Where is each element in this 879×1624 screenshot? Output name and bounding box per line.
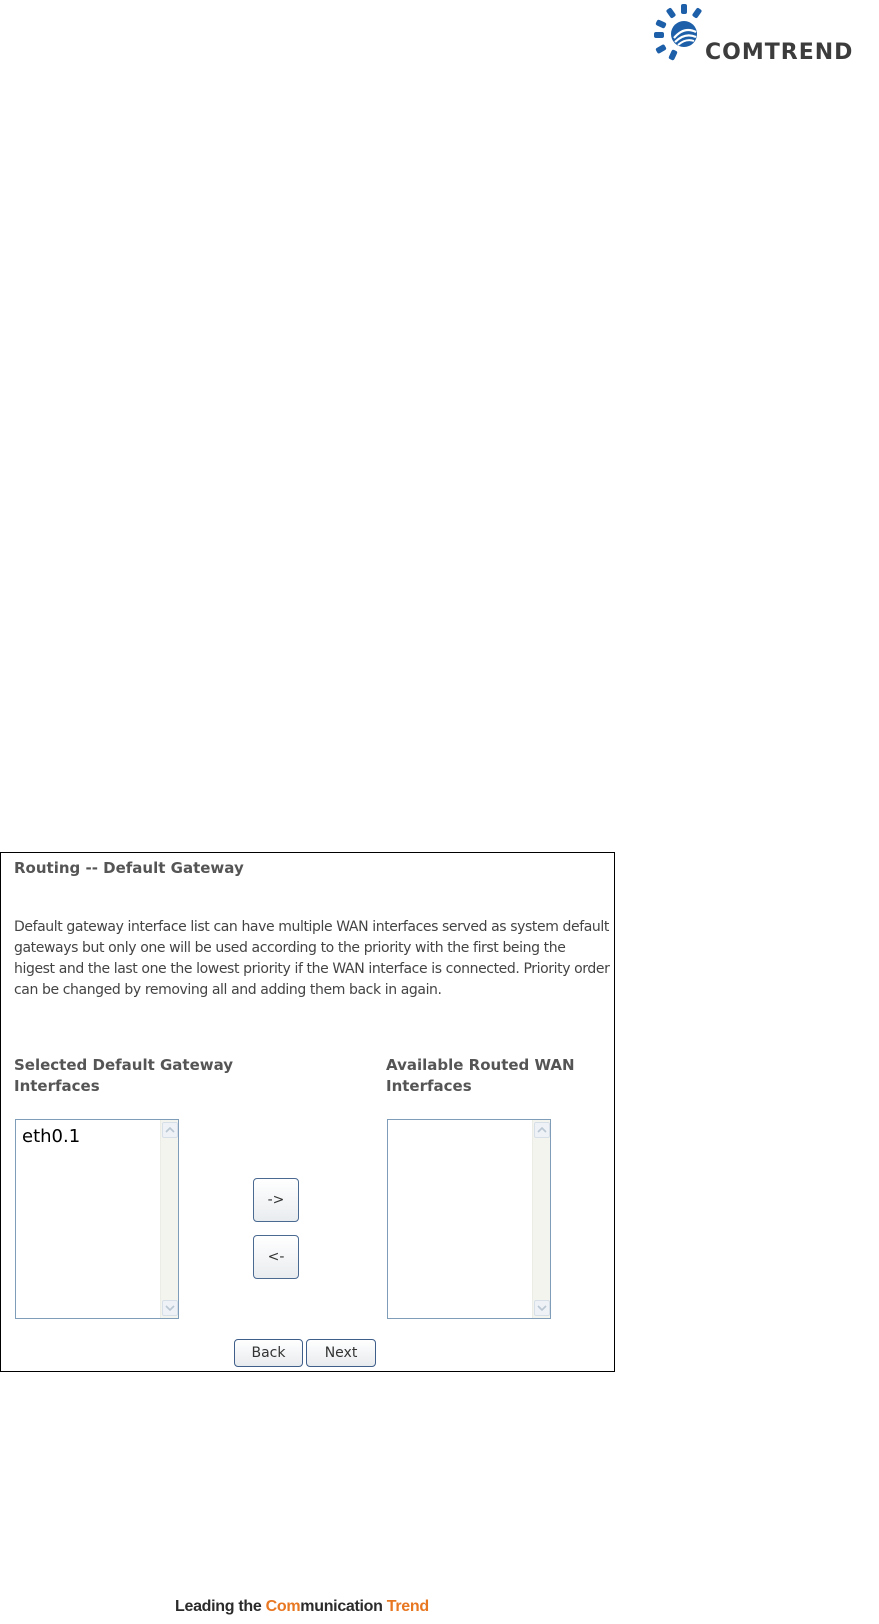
scrollbar[interactable] [532, 1120, 550, 1318]
scroll-down-button[interactable] [534, 1300, 550, 1316]
slogan-part: munication [300, 1598, 387, 1615]
scroll-up-button[interactable] [162, 1122, 178, 1138]
scroll-down-button[interactable] [162, 1300, 178, 1316]
next-button[interactable]: Next [306, 1339, 376, 1367]
scrollbar[interactable] [160, 1120, 178, 1318]
chevron-down-icon [537, 1305, 547, 1311]
scroll-up-button[interactable] [534, 1122, 550, 1138]
chevron-up-icon [537, 1127, 547, 1133]
remove-interface-button[interactable]: <- [253, 1235, 299, 1279]
back-button[interactable]: Back [234, 1339, 303, 1367]
available-interfaces-options [388, 1120, 532, 1318]
list-item[interactable]: eth0.1 [22, 1126, 81, 1147]
page-description: Default gateway interface list can have multiple WAN interfaces served as system default gateways but only one will be used according to the priority with the first being the higest and the last one the lowest priority if the WAN interface is connected. Priority order can be changed by removing all and adding them back in again. [14, 919, 610, 998]
add-interface-button[interactable]: -> [253, 1178, 299, 1222]
page-title: Routing -- Default Gateway [14, 859, 244, 877]
selected-interfaces-listbox[interactable] [15, 1119, 179, 1319]
footer-slogan [175, 1598, 429, 1616]
slogan-highlight: Com [265, 1598, 301, 1615]
brand-name: COMTREND [705, 40, 854, 65]
comtrend-logo [648, 2, 874, 74]
chevron-up-icon [165, 1127, 175, 1133]
available-interfaces-listbox[interactable] [387, 1119, 551, 1319]
selected-interfaces-options [16, 1120, 160, 1318]
slogan-highlight: Trend [386, 1598, 429, 1615]
available-interfaces-label: Available Routed WAN Interfaces [386, 1056, 575, 1095]
selected-interfaces-label: Selected Default Gateway Interfaces [14, 1056, 234, 1095]
slogan-part: Leading the [175, 1598, 266, 1615]
sunburst-logo-icon [648, 2, 708, 62]
default-gateway-panel [0, 852, 615, 1372]
chevron-down-icon [165, 1305, 175, 1311]
